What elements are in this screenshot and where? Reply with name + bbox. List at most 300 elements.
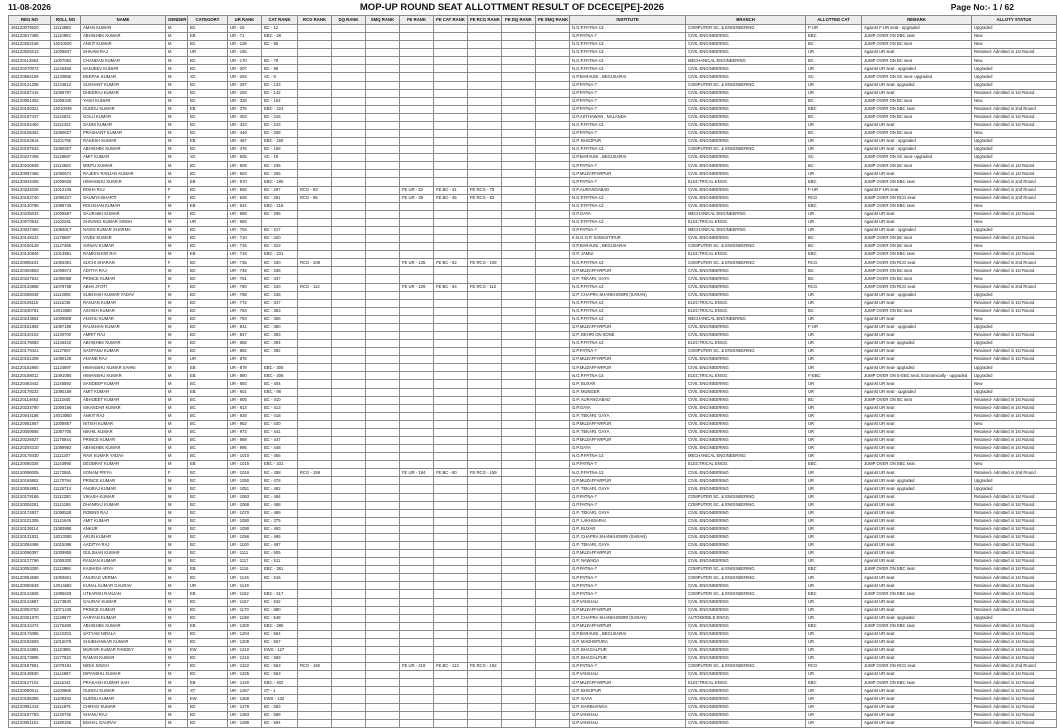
table-cell: [298, 89, 332, 97]
table-cell: JUMP OVER ON BC seat: [862, 97, 972, 105]
table-cell: UR: [806, 614, 862, 622]
table-cell: 261120182740: [9, 194, 51, 202]
table-cell: [434, 138, 468, 146]
table-cell: G.P.PATNA-7: [570, 493, 686, 501]
table-cell: BC - 347: [262, 299, 298, 307]
table-cell: [298, 404, 332, 412]
table-cell: Against UR seat: [862, 170, 972, 178]
table-cell: [536, 194, 570, 202]
table-cell: 11177822: [51, 655, 81, 663]
table-cell: [400, 695, 434, 703]
column-header: FE DQ RANK: [502, 16, 536, 25]
table-cell: Against UR seat - upgraded: [862, 323, 972, 331]
table-row: [9, 550, 1057, 558]
table-cell: [332, 154, 366, 162]
table-cell: [332, 574, 366, 582]
table-cell: [332, 477, 366, 485]
table-cell: [366, 121, 400, 129]
table-cell: N.G.P.PATNA-13: [570, 49, 686, 57]
table-cell: UR - 423: [228, 121, 262, 129]
table-cell: UR: [806, 453, 862, 461]
table-cell: [536, 73, 570, 81]
report-title: MOP-UP ROUND SEAT ALLOTTMENT RESULT OF DCECE[PE]-2026: [359, 2, 665, 13]
table-cell: EB: [188, 105, 228, 113]
table-cell: UR: [806, 711, 862, 719]
table-cell: [434, 517, 468, 525]
table-cell: BC - 78: [262, 57, 298, 65]
table-cell: MECHANICAL ENGINEERING: [686, 210, 806, 218]
table-cell: CIVIL ENGINEERING: [686, 412, 806, 420]
table-cell: UR - 15: [228, 25, 262, 33]
table-cell: [502, 97, 536, 105]
table-cell: [502, 25, 536, 33]
table-cell: FE UR - 38: [400, 194, 434, 202]
table-cell: [536, 307, 570, 315]
table-cell: 11015086: [51, 542, 81, 550]
table-cell: G.P.PATNA-7: [570, 501, 686, 509]
column-header: ALLOTTED CAT: [806, 16, 862, 25]
table-cell: G.P. BHOJPUR: [570, 687, 686, 695]
table-cell: UR: [806, 493, 862, 501]
table-cell: [536, 663, 570, 671]
table-cell: [400, 655, 434, 663]
table-cell: UR: [806, 218, 862, 226]
table-cell: F: [166, 259, 188, 267]
table-cell: [366, 420, 400, 428]
table-cell: EBC - 402: [262, 679, 298, 687]
table-cell: [366, 461, 400, 469]
table-cell: [468, 638, 502, 646]
table-cell: [536, 711, 570, 719]
table-cell: UR - 1289: [228, 719, 262, 727]
table-cell: FE RCG - 108: [468, 259, 502, 267]
column-header: ALLOTY STATUS: [972, 16, 1057, 25]
table-cell: UR - 467: [228, 138, 262, 146]
table-cell: BC: [188, 412, 228, 420]
table-cell: COMPUTER SC. & ENGINEERING: [686, 590, 806, 598]
table-cell: [502, 453, 536, 461]
table-cell: [502, 671, 536, 679]
table-cell: [468, 501, 502, 509]
table-cell: M: [166, 154, 188, 162]
table-cell: [434, 436, 468, 444]
table-cell: Against UR seat: [862, 210, 972, 218]
table-cell: BC - 497: [262, 542, 298, 550]
table-cell: [502, 138, 536, 146]
table-cell: Retained- Admitted in 1st Round: [972, 445, 1057, 453]
table-cell: BC: [188, 65, 228, 73]
table-cell: [434, 614, 468, 622]
table-cell: [502, 259, 536, 267]
table-cell: Upgraded: [972, 477, 1057, 485]
table-cell: [298, 178, 332, 186]
table-cell: G.P. TEKARI, GAYA: [570, 428, 686, 436]
table-cell: G.P.MUZAFFARPUR: [570, 550, 686, 558]
table-cell: [400, 404, 434, 412]
table-cell: [502, 89, 536, 97]
table-cell: UR - 748: [228, 267, 262, 275]
table-cell: M: [166, 105, 188, 113]
table-cell: JUMP OVER ON EBC seat: [862, 105, 972, 113]
table-cell: [332, 162, 366, 170]
table-cell: [468, 582, 502, 590]
table-cell: JUMP OVER ON EBC seat: [862, 178, 972, 186]
table-cell: Against UR seat- upgraded: [862, 477, 972, 485]
table-cell: M: [166, 606, 188, 614]
table-cell: [536, 283, 570, 291]
table-cell: CIVIL ENGINEERING: [686, 283, 806, 291]
table-cell: G.P. TEKARI, GAYA: [570, 509, 686, 517]
table-cell: [536, 687, 570, 695]
table-cell: 261120051161: [9, 719, 51, 727]
table-cell: [536, 65, 570, 73]
table-cell: GUDDU KUMAR: [81, 687, 166, 695]
table-cell: [536, 695, 570, 703]
table-row: [9, 501, 1057, 509]
table-cell: CIVIL ENGINEERING: [686, 121, 806, 129]
table-cell: [298, 671, 332, 679]
table-cell: 261120096005: [9, 469, 51, 477]
table-cell: 261120133868: [9, 283, 51, 291]
table-cell: ROUSHAN KUMAR: [81, 202, 166, 210]
table-cell: [298, 655, 332, 663]
table-cell: BC: [806, 307, 862, 315]
table-cell: Retained- Admitted in 1st Round: [972, 703, 1057, 711]
table-cell: [298, 315, 332, 323]
table-cell: [298, 388, 332, 396]
table-cell: BC: [806, 235, 862, 243]
table-cell: [468, 574, 502, 582]
table-cell: [434, 574, 468, 582]
table-cell: BC - 243: [262, 121, 298, 129]
table-cell: [536, 445, 570, 453]
table-cell: [536, 679, 570, 687]
table-row: [9, 186, 1057, 194]
table-cell: G.P.PATNA-7: [570, 130, 686, 138]
table-cell: [536, 485, 570, 493]
table-cell: SAURABH KUMAR: [81, 210, 166, 218]
table-cell: BC: [188, 558, 228, 566]
table-cell: [366, 566, 400, 574]
table-cell: CIVIL ENGINEERING: [686, 550, 806, 558]
table-cell: [400, 445, 434, 453]
table-cell: [366, 243, 400, 251]
table-cell: 261120230781: [9, 307, 51, 315]
table-row: [9, 598, 1057, 606]
table-cell: [298, 356, 332, 364]
table-cell: [468, 525, 502, 533]
table-cell: DHEERAJ KUMAR: [81, 89, 166, 97]
table-cell: 11083391: [51, 259, 81, 267]
table-cell: [502, 695, 536, 703]
table-cell: 11114697: [51, 671, 81, 679]
table-cell: RCG - 95: [298, 194, 332, 202]
table-cell: [262, 49, 298, 57]
table-cell: SC - 8: [262, 73, 298, 81]
table-cell: [400, 323, 434, 331]
table-cell: Against UR seat: [862, 356, 972, 364]
table-cell: [468, 57, 502, 65]
table-cell: [502, 81, 536, 89]
table-cell: Retained- Admitted in 1st Round: [972, 598, 1057, 606]
table-cell: 261120197643: [9, 146, 51, 154]
table-cell: G.P.MUZAFFARPUR: [570, 267, 686, 275]
table-cell: UR: [806, 315, 862, 323]
table-cell: SC - 19: [262, 154, 298, 162]
table-row: [9, 695, 1057, 703]
table-cell: 11144612: [51, 81, 81, 89]
table-cell: [536, 719, 570, 727]
table-cell: UR - 1117: [228, 558, 262, 566]
table-cell: [468, 33, 502, 41]
table-cell: COMPUTER SC. & ENGINEERING: [686, 81, 806, 89]
table-cell: 11095629: [51, 590, 81, 598]
table-cell: [502, 558, 536, 566]
table-cell: Retained- Admitted in 1st Round: [972, 622, 1057, 630]
table-cell: [502, 687, 536, 695]
table-row: [9, 259, 1057, 267]
table-cell: Retained- Admitted in 1st Round: [972, 711, 1057, 719]
table-cell: Against UR seat: [862, 445, 972, 453]
table-cell: [298, 509, 332, 517]
table-cell: RAJEEV RANJAN KUMAR: [81, 170, 166, 178]
table-cell: UR - 1200: [228, 622, 262, 630]
table-cell: [400, 396, 434, 404]
table-cell: [332, 590, 366, 598]
table-cell: [332, 711, 366, 719]
table-cell: [434, 485, 468, 493]
table-cell: FE RCG - 192: [468, 663, 502, 671]
table-cell: [502, 291, 536, 299]
table-cell: BC - 410: [262, 396, 298, 404]
table-cell: UR - 1278: [228, 703, 262, 711]
table-cell: BC: [188, 380, 228, 388]
table-cell: 11094817: [51, 226, 81, 234]
table-cell: [536, 210, 570, 218]
table-cell: [536, 138, 570, 146]
table-row: [9, 638, 1057, 646]
table-row: [9, 372, 1057, 380]
table-cell: CIVIL ENGINEERING: [686, 33, 806, 41]
table-cell: 14013085: [51, 533, 81, 541]
table-cell: M: [166, 614, 188, 622]
table-cell: BC: [806, 243, 862, 251]
table-row: [9, 138, 1057, 146]
table-cell: [434, 89, 468, 97]
table-cell: [536, 105, 570, 113]
table-cell: PRINCE KUMAR: [81, 477, 166, 485]
table-cell: [366, 469, 400, 477]
table-cell: [366, 533, 400, 541]
table-cell: [366, 33, 400, 41]
table-cell: Against UR seat - upgraded: [862, 388, 972, 396]
table-cell: ELECTRICAL ENGG.: [686, 340, 806, 348]
table-cell: PRINCE KUMAR: [81, 436, 166, 444]
table-cell: [468, 275, 502, 283]
table-row: [9, 493, 1057, 501]
table-cell: 261120070542: [9, 218, 51, 226]
table-cell: [502, 267, 536, 275]
table-cell: CIVIL ENGINEERING: [686, 291, 806, 299]
table-cell: [434, 113, 468, 121]
table-cell: 261120053300: [9, 566, 51, 574]
table-cell: [502, 679, 536, 687]
table-cell: UR - 1170: [228, 606, 262, 614]
table-cell: [468, 687, 502, 695]
table-cell: 261120483442: [9, 380, 51, 388]
table-cell: UR: [806, 49, 862, 57]
table-cell: [536, 113, 570, 121]
column-header: FE RANK: [400, 16, 434, 25]
table-cell: 261120262166: [9, 41, 51, 49]
table-cell: Against UR seat: [862, 655, 972, 663]
table-cell: 261120059685: [9, 428, 51, 436]
table-cell: UR: [806, 404, 862, 412]
table-row: [9, 469, 1057, 477]
table-cell: BC - 208: [262, 130, 298, 138]
table-cell: M: [166, 436, 188, 444]
table-cell: [434, 655, 468, 663]
table-cell: 11113988: [51, 566, 81, 574]
table-cell: BC: [188, 436, 228, 444]
table-cell: Against UR seat: [862, 315, 972, 323]
page-number: Page No:- 1 / 62: [950, 2, 1014, 12]
table-row: [9, 517, 1057, 525]
table-cell: [468, 331, 502, 339]
table-cell: Against UR seat: [862, 299, 972, 307]
table-cell: ARUN KUMAR: [81, 533, 166, 541]
table-cell: CIVIL ENGINEERING: [686, 364, 806, 372]
table-cell: N.G.P.PATNA-13: [570, 469, 686, 477]
table-cell: N.G.P.PATNA-13: [570, 299, 686, 307]
table-cell: CIVIL ENGINEERING: [686, 638, 806, 646]
table-cell: M: [166, 711, 188, 719]
table-cell: ANURAJ KUMAR: [81, 485, 166, 493]
table-cell: [332, 679, 366, 687]
table-cell: [536, 364, 570, 372]
table-cell: [502, 170, 536, 178]
table-cell: G.P. CHAPRA SHANKHOWRI (SARAN): [570, 614, 686, 622]
table-cell: [298, 380, 332, 388]
table-cell: SUBHASH KUMAR YADAV: [81, 291, 166, 299]
table-cell: BC: [188, 25, 228, 33]
table-cell: Retained- Admitted in 2nd Round: [972, 194, 1057, 202]
table-cell: UR: [806, 638, 862, 646]
table-cell: NAVIN KUMAR SHARMA: [81, 226, 166, 234]
table-cell: Against UR seat: [862, 89, 972, 97]
table-cell: M: [166, 453, 188, 461]
table-cell: [502, 461, 536, 469]
table-cell: [400, 235, 434, 243]
table-cell: [502, 501, 536, 509]
table-cell: MECHANICAL ENGINEERING: [686, 315, 806, 323]
table-cell: BC - 404: [262, 380, 298, 388]
table-cell: [434, 477, 468, 485]
table-cell: [366, 655, 400, 663]
table-cell: M: [166, 404, 188, 412]
table-cell: [298, 501, 332, 509]
table-cell: [400, 202, 434, 210]
table-cell: M: [166, 630, 188, 638]
table-cell: [366, 372, 400, 380]
table-cell: BC - 142: [262, 89, 298, 97]
table-cell: [502, 388, 536, 396]
table-cell: G.P.GAYA: [570, 445, 686, 453]
table-cell: [434, 170, 468, 178]
table-cell: 11093601: [51, 574, 81, 582]
table-cell: [502, 428, 536, 436]
table-cell: BC - 447: [262, 436, 298, 444]
table-cell: EB: [188, 679, 228, 687]
table-cell: [468, 218, 502, 226]
table-header-row: [9, 16, 1057, 25]
table-cell: [366, 558, 400, 566]
table-cell: [332, 25, 366, 33]
table-cell: N.G.P.PATNA-13: [570, 57, 686, 65]
table-cell: CIVIL ENGINEERING: [686, 202, 806, 210]
table-cell: Against UR seat- upgraded: [862, 485, 972, 493]
table-cell: UR - 901: [228, 388, 262, 396]
table-cell: [434, 428, 468, 436]
table-cell: BC - 880: [262, 606, 298, 614]
table-cell: JUMP OVER ON EBC seat: [862, 33, 972, 41]
table-cell: CIVIL ENGINEERING: [686, 267, 806, 275]
table-cell: M: [166, 509, 188, 517]
table-cell: EW: [188, 647, 228, 655]
table-cell: EB: [188, 178, 228, 186]
table-cell: [434, 331, 468, 339]
table-cell: G.P. CHAPRA SHANKHOWRI (SARAN): [570, 533, 686, 541]
table-row: [9, 663, 1057, 671]
table-cell: [434, 81, 468, 89]
table-cell: [400, 226, 434, 234]
table-cell: Retained- Admitted in 2nd Round: [972, 283, 1057, 291]
table-cell: [468, 711, 502, 719]
table-cell: Retained- Admitted in 1st Round: [972, 638, 1057, 646]
table-cell: SAUMYA BHARTI: [81, 194, 166, 202]
table-cell: FE UR - 129: [400, 283, 434, 291]
table-row: [9, 235, 1057, 243]
table-cell: G.P.PATNA-7: [570, 582, 686, 590]
table-cell: 261120256048: [9, 291, 51, 299]
table-cell: 261120151309: [9, 356, 51, 364]
table-cell: [298, 121, 332, 129]
table-cell: [536, 243, 570, 251]
table-cell: M: [166, 299, 188, 307]
table-cell: [468, 121, 502, 129]
table-cell: M: [166, 89, 188, 97]
table-cell: BC - 267: [262, 186, 298, 194]
table-cell: UR - 628: [228, 194, 262, 202]
table-cell: GAURAV KUMAR: [81, 598, 166, 606]
table-cell: [536, 412, 570, 420]
table-cell: [400, 162, 434, 170]
table-cell: BC: [188, 606, 228, 614]
table-cell: [468, 461, 502, 469]
table-cell: 11111036: [51, 299, 81, 307]
table-cell: CIVIL ENGINEERING: [686, 49, 806, 57]
table-cell: [298, 703, 332, 711]
table-cell: UR - 716: [228, 243, 262, 251]
table-cell: ANKIT RAJ: [81, 412, 166, 420]
table-cell: M: [166, 412, 188, 420]
table-cell: 261120237522: [9, 275, 51, 283]
table-cell: [502, 606, 536, 614]
table-cell: Upgraded: [972, 81, 1057, 89]
table-cell: 261120127102: [9, 679, 51, 687]
table-cell: [366, 275, 400, 283]
table-cell: G.P.PATNA-7: [570, 663, 686, 671]
